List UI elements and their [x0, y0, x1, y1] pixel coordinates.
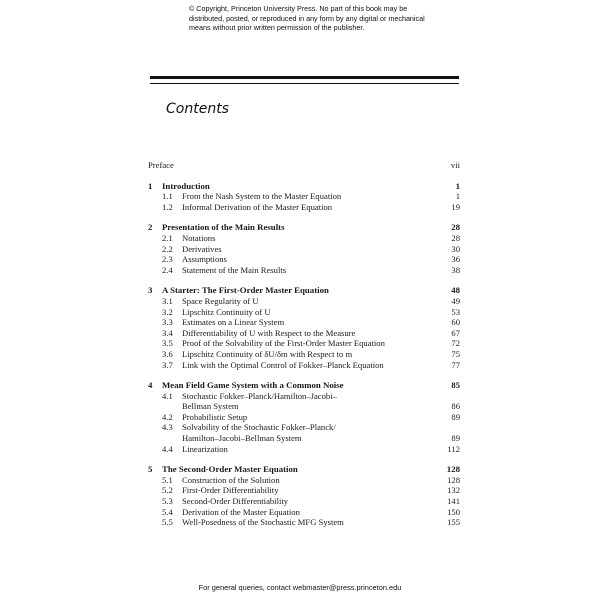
toc-entry-page: 132 — [447, 485, 460, 496]
toc-entry-title: Proof of the Solvability of the First-Order Master Equation — [182, 338, 385, 349]
toc-entry-page: 36 — [451, 254, 460, 265]
toc-entry-number: 5.2 — [162, 485, 173, 496]
toc-chapter[interactable] — [148, 285, 460, 296]
toc-preface-title: Preface — [148, 160, 174, 170]
toc-entry-title: Statement of the Main Results — [182, 264, 287, 275]
toc-entry-title: Derivation of the Master Equation — [182, 506, 300, 517]
toc-entry-title: Hamilton–Jacobi–Bellman System — [182, 433, 302, 444]
toc-entry-page: 86 — [451, 401, 460, 412]
toc-gap — [148, 454, 460, 464]
table-of-contents — [148, 160, 460, 528]
toc-entry-title: Bellman System — [182, 401, 239, 412]
toc-gap — [148, 275, 460, 285]
toc-preface[interactable] — [148, 160, 460, 171]
toc-entry[interactable] — [148, 317, 460, 328]
toc-entry[interactable] — [148, 391, 460, 402]
toc-gap — [148, 171, 460, 181]
toc-entry-title: Second-Order Differentiability — [182, 496, 289, 507]
toc-chapter-title: The Second-Order Master Equation — [162, 464, 298, 475]
toc-entry-number: 5.1 — [162, 474, 173, 485]
toc-entry[interactable] — [148, 265, 460, 276]
toc-entry[interactable] — [148, 349, 460, 360]
toc-preface-page: vii — [450, 160, 460, 170]
toc-entry-page: 28 — [451, 232, 460, 243]
toc-chapter-number: 1 — [148, 180, 153, 191]
toc-entry[interactable] — [148, 485, 460, 496]
toc-entry[interactable] — [148, 496, 460, 507]
toc-entry-page: 77 — [451, 359, 460, 370]
toc-entry-page: 89 — [451, 433, 460, 444]
toc-entry[interactable] — [148, 517, 460, 528]
toc-entry[interactable] — [148, 401, 460, 412]
toc-chapter[interactable] — [148, 380, 460, 391]
toc-entry-title: Solvability of the Stochastic Fokker–Planck/ — [182, 422, 336, 433]
toc-entry-title: Assumptions — [182, 254, 227, 265]
toc-chapter-number: 4 — [148, 380, 153, 391]
toc-entry-page: 72 — [451, 338, 460, 349]
toc-entry-number: 1.2 — [162, 201, 173, 212]
toc-entry[interactable] — [148, 422, 460, 433]
toc-entry-page: 60 — [451, 317, 460, 328]
toc-entry-page: 30 — [451, 243, 460, 254]
toc-chapter[interactable] — [148, 222, 460, 233]
toc-entry-title: Lipschitz Continuity of U — [182, 306, 271, 317]
toc-entry-title: First-Order Differentiability — [182, 485, 279, 496]
copyright-line: distributed, posted, or reproduced in any form by any digital or mechanical — [189, 13, 425, 23]
toc-entry-page: 19 — [451, 201, 460, 212]
toc-entry-number: 4.2 — [162, 411, 173, 422]
toc-entry[interactable] — [148, 360, 460, 371]
toc-entry[interactable] — [148, 338, 460, 349]
toc-entry-page: 150 — [447, 506, 460, 517]
toc-entry-page: 53 — [451, 306, 460, 317]
toc-entry-title: Derivatives — [182, 243, 222, 254]
toc-chapter-number: 2 — [148, 222, 153, 233]
toc-entry[interactable] — [148, 254, 460, 265]
toc-gap — [148, 212, 460, 222]
toc-entry-page: 141 — [447, 496, 460, 507]
toc-entry-number: 2.4 — [162, 264, 173, 275]
toc-entry-page: 128 — [447, 474, 460, 485]
toc-entry[interactable] — [148, 444, 460, 455]
toc-chapter-number: 5 — [148, 464, 153, 475]
toc-entry-title: Differentiability of U with Respect to the Measure — [182, 327, 356, 338]
toc-chapter-title: A Starter: The First-Order Master Equation — [162, 285, 329, 296]
toc-entry[interactable] — [148, 412, 460, 423]
toc-entry-title: Well-Posedness of the Stochastic MFG System — [182, 517, 344, 528]
toc-entry-number: 2.3 — [162, 254, 173, 265]
toc-entry-title: Linearization — [182, 443, 228, 454]
toc-entry-title: Estimates on a Linear System — [182, 317, 285, 328]
toc-entry-number: 3.6 — [162, 348, 173, 359]
toc-entry[interactable] — [148, 433, 460, 444]
toc-entry-number: 3.1 — [162, 295, 173, 306]
toc-entry[interactable] — [148, 307, 460, 318]
toc-entry-page: 155 — [447, 517, 460, 528]
toc-entry-title: Notations — [182, 232, 216, 243]
toc-chapter-title: Mean Field Game System with a Common Noise — [162, 380, 344, 391]
toc-chapter-page: 85 — [451, 380, 460, 391]
toc-chapter[interactable] — [148, 464, 460, 475]
toc-entry-number: 3.3 — [162, 317, 173, 328]
toc-entry-page: 38 — [451, 264, 460, 275]
toc-entry-page: 112 — [447, 443, 460, 454]
toc-entry[interactable] — [148, 507, 460, 518]
copyright-line: © Copyright, Princeton University Press. No part of this book may be — [189, 4, 408, 13]
toc-entry-page: 89 — [451, 411, 460, 422]
toc-entry-number: 3.2 — [162, 306, 173, 317]
toc-entry-number: 3.5 — [162, 338, 173, 349]
toc-entry-number: 4.4 — [162, 443, 173, 454]
toc-chapter-title: Introduction — [162, 180, 210, 191]
toc-entry[interactable] — [148, 475, 460, 486]
toc-entry-title: Link with the Optimal Control of Fokker–Planck Equation — [182, 359, 384, 370]
toc-entry-title: Construction of the Solution — [182, 474, 280, 485]
toc-chapter-page: 48 — [451, 285, 460, 296]
toc-entry-title: Probabilistic Setup — [182, 411, 248, 422]
toc-entry-number: 1.1 — [162, 191, 173, 202]
toc-chapter-page: 1 — [455, 180, 460, 191]
toc-entry-title: Space Regularity of U — [182, 295, 259, 306]
toc-entry-number: 2.1 — [162, 232, 173, 243]
toc-chapter[interactable] — [148, 181, 460, 192]
toc-entry[interactable] — [148, 233, 460, 244]
toc-entry-title: Stochastic Fokker–Planck/Hamilton–Jacobi– — [182, 390, 337, 401]
toc-entry-number: 4.1 — [162, 390, 173, 401]
toc-chapter-title: Presentation of the Main Results — [162, 222, 285, 233]
page-title: Contents — [166, 101, 229, 117]
toc-entry-page: 75 — [451, 348, 460, 359]
toc-entry-number: 5.5 — [162, 517, 173, 528]
toc-chapter-page: 28 — [451, 222, 460, 233]
toc-entry-number: 5.4 — [162, 506, 173, 517]
header-rule-thick — [150, 76, 459, 79]
toc-entry[interactable] — [148, 191, 460, 202]
toc-entry[interactable] — [148, 296, 460, 307]
toc-entry-number: 5.3 — [162, 496, 173, 507]
toc-entry[interactable] — [148, 328, 460, 339]
toc-entry-page: 49 — [451, 295, 460, 306]
toc-entry[interactable] — [148, 202, 460, 213]
header-rule-thin — [150, 83, 459, 84]
footer: For general queries, contact webmaster@press.princeton.edu — [198, 583, 402, 592]
copyright-notice — [189, 4, 469, 33]
toc-entry-number: 2.2 — [162, 243, 173, 254]
copyright-line: means without prior written permission of the publisher. — [189, 23, 365, 33]
toc-entry[interactable] — [148, 244, 460, 255]
toc-chapter-number: 3 — [148, 285, 153, 296]
toc-entry-page: 1 — [455, 191, 460, 202]
toc-entry-number: 3.4 — [162, 327, 173, 338]
toc-gap — [148, 370, 460, 380]
toc-entry-page: 67 — [451, 327, 460, 338]
toc-chapter-page: 128 — [446, 464, 460, 475]
toc-entry-title: Lipschitz Continuity of δU/δm with Respect to m — [182, 348, 353, 359]
toc-entry-title: Informal Derivation of the Master Equation — [182, 201, 333, 212]
toc-entry-number: 3.7 — [162, 359, 173, 370]
toc-entry-title: From the Nash System to the Master Equation — [182, 191, 342, 202]
toc-entry-number: 4.3 — [162, 422, 173, 433]
